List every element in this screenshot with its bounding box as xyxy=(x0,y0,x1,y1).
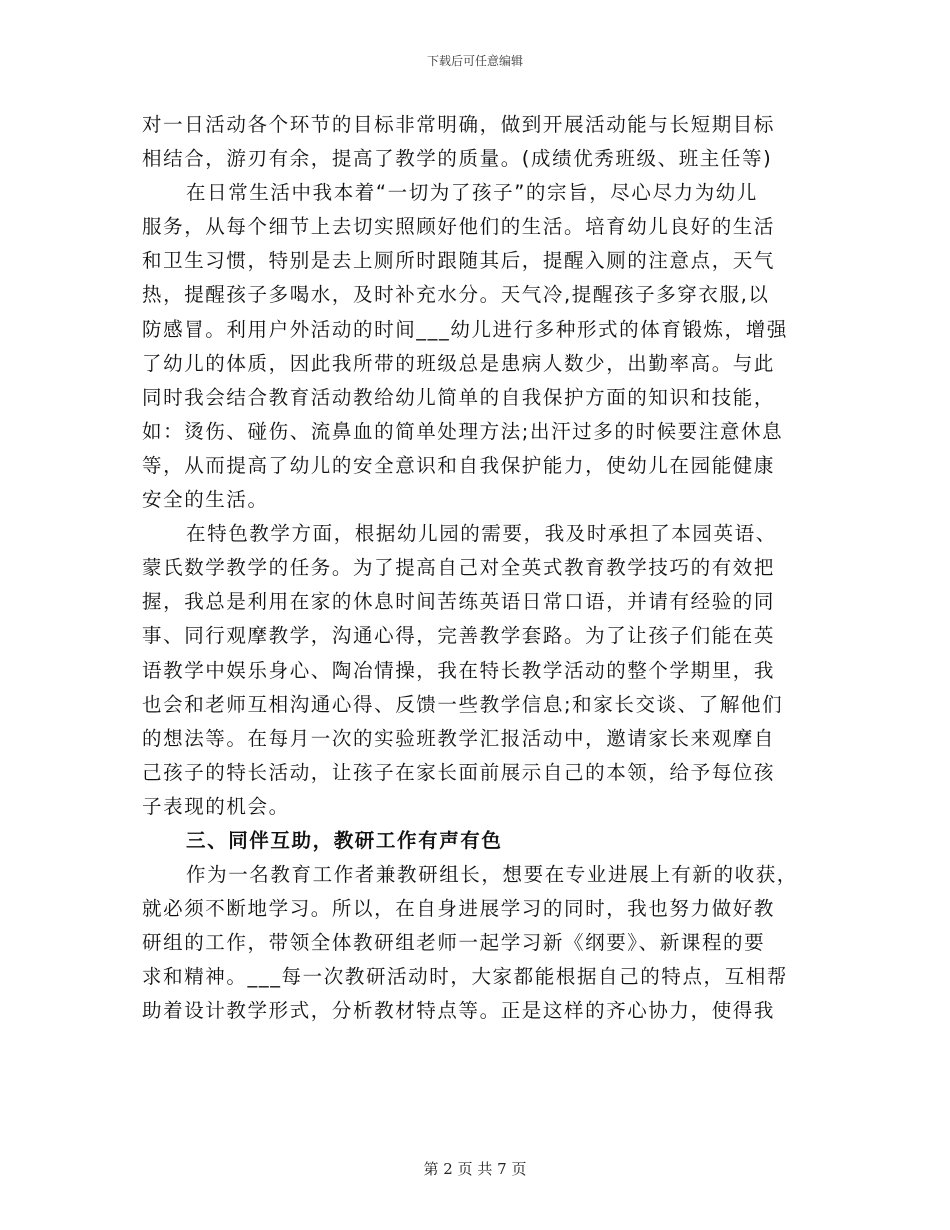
text-line: 的想法等。在每月一次的实验班教学汇报活动中，邀请家长来观摩自 xyxy=(142,726,776,750)
text-line: 求和精神。___每一次教研活动时，大家都能根据自己的特点，互相帮 xyxy=(142,965,788,989)
text-line: 也会和老师互相沟通心得、反馈一些教学信息;和家长交谈、了解他们 xyxy=(142,692,784,716)
text-line: 安全的生活。 xyxy=(142,488,269,512)
text-line: 事、同行观摩教学，沟通心得，完善教学套路。为了让孩子们能在英 xyxy=(142,624,776,648)
page-header: 下载后可任意编辑 xyxy=(426,54,523,68)
text-line: 防感冒。利用户外活动的时间___幼儿进行多种形式的体育锻炼，增强 xyxy=(142,317,788,341)
text-line: 研组的工作，带领全体教研组老师一起学习新《纲要》、新课程的要 xyxy=(142,931,766,955)
text-line: 握，我总是利用在家的休息时间苦练英语日常口语，并请有经验的同 xyxy=(142,590,776,614)
text-line: 了幼儿的体质，因此我所带的班级总是患病人数少，出勤率高。与此 xyxy=(142,351,776,375)
text-line: 相结合，游刃有余，提高了教学的质量。(成绩优秀班级、班主任等) xyxy=(142,147,773,171)
text-line: 己孩子的特长活动，让孩子在家长面前展示自己的本领，给予每位孩 xyxy=(142,760,776,784)
text-line: 助着设计教学形式，分析教材特点等。正是这样的齐心协力，使得我 xyxy=(142,999,776,1023)
text-line: 子表现的机会。 xyxy=(142,794,290,818)
text-line: 等，从而提高了幼儿的安全意识和自我保护能力，使幼儿在园能健康 xyxy=(142,453,776,477)
text-line: 如：烫伤、碰伤、流鼻血的简单处理方法;出汗过多的时候要注意休息 xyxy=(142,419,784,443)
text-line: 服务，从每个细节上去切实照顾好他们的生活。培育幼儿良好的生活 xyxy=(142,215,776,239)
text-line: 和卫生习惯，特别是去上厕所时跟随其后，提醒入厕的注意点，天气 xyxy=(142,249,776,273)
text-line: 同时我会结合教育活动教给幼儿简单的自我保护方面的知识和技能， xyxy=(142,385,776,409)
paragraph-start-line: 在日常生活中我本着“一切为了孩子”的宗旨，尽心尽力为幼儿 xyxy=(186,181,759,205)
document-body xyxy=(142,108,810,1029)
text-line: 对一日活动各个环节的目标非常明确，做到开展活动能与长短期目标 xyxy=(142,113,776,136)
paragraph-start-line: 作为一名教育工作者兼教研组长，想要在专业进展上有新的收获， xyxy=(186,863,798,887)
text-line: 热，提醒孩子多喝水，及时补充水分。天气冷,提醒孩子多穿衣服,以 xyxy=(142,283,770,307)
text-line: 蒙氏数学教学的任务。为了提高自己对全英式教育教学技巧的有效把 xyxy=(142,556,776,580)
text-line: 就必须不断地学习。所以，在自身进展学习的同时，我也努力做好教 xyxy=(142,897,776,921)
text-line: 语教学中娱乐身心、陶冶情操，我在特长教学活动的整个学期里，我 xyxy=(142,658,776,682)
section-heading: 三、同伴互助，教研工作有声有色 xyxy=(186,828,503,852)
page-footer: 第 2 页 共 7 页 xyxy=(423,1160,527,1178)
paragraph-start-line: 在特色教学方面，根据幼儿园的需要，我及时承担了本园英语、 xyxy=(186,522,777,546)
